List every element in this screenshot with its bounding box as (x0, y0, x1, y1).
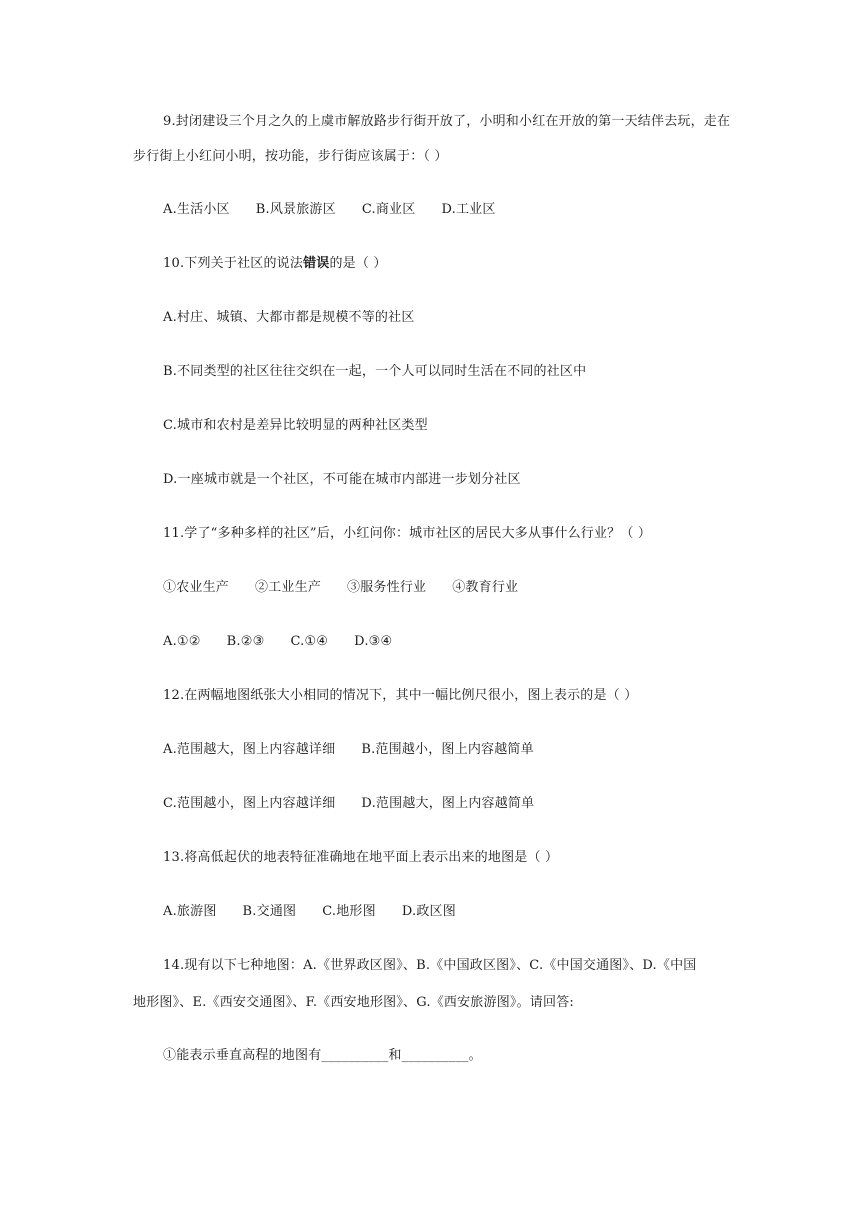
q14-stem-line2: 地形图》、E.《西安交通图》、F.《西安地形图》、G.《西安旅游图》。请回答: (133, 995, 574, 1010)
q11-option-c: C.①④ (290, 634, 329, 649)
q12-options-row2 (163, 795, 534, 813)
q9-option-d: D.工业区 (441, 202, 496, 217)
q12-stem: 12.在两幅地图纸张大小相同的情况下，其中一幅比例尺很小，图上表示的是（ ） (163, 688, 638, 703)
q10-option-b: B.不同类型的社区往往交织在一起，一个人可以同时生活在不同的社区中 (163, 364, 587, 379)
q12-option-c: C.范围越小，图上内容越详细 (163, 796, 336, 811)
q13-option-d: D.政区图 (401, 904, 456, 919)
q9-stem-line2: 步行街上小红问小明，按功能，步行街应该属于：（ ） (133, 149, 448, 164)
q11-option-b: B.②③ (226, 634, 265, 649)
q13-option-c: C.地形图 (322, 904, 376, 919)
q13-stem: 13.将高低起伏的地表特征准确地在地平面上表示出来的地图是（ ） (163, 850, 559, 865)
q11-item-4: ④教育行业 (452, 580, 519, 595)
q11-items (163, 579, 518, 597)
q9-option-b: B.风景旅游区 (255, 202, 336, 217)
q10-option-a: A.村庄、城镇、大都市都是规模不等的社区 (163, 310, 415, 325)
q12-option-a: A.范围越大，图上内容越详细 (163, 742, 336, 757)
q10-option-c: C.城市和农村是差异比较明显的两种社区类型 (163, 418, 428, 433)
q14-sub-question-1: ①能表示垂直高程的地图有__________和__________。 (163, 1048, 482, 1063)
q14-stem-line1: 14.现有以下七种地图：A.《世界政区图》、B.《中国政区图》、C.《中国交通图》、D.《中国 (163, 958, 697, 973)
q11-item-1: ①农业生产 (163, 580, 230, 595)
q10-option-d: D.一座城市就是一个社区，不可能在城市内部进一步划分社区 (163, 472, 521, 487)
q12-options-row1 (163, 741, 534, 759)
q9-option-a: A.生活小区 (163, 202, 230, 217)
q11-options (163, 633, 392, 651)
q9-stem-line1: 9.封闭建设三个月之久的上虞市解放路步行街开放了，小明和小红在开放的第一天结伴去玩，走在 (163, 114, 731, 129)
q11-item-3: ③服务性行业 (347, 580, 427, 595)
q10-stem-emphasis: 错误 (303, 256, 330, 271)
q12-option-b: B.范围越小，图上内容越简单 (361, 742, 534, 757)
q9-options (163, 201, 496, 219)
q11-option-a: A.①② (163, 634, 201, 649)
q13-option-a: A.旅游图 (163, 904, 217, 919)
q11-item-2: ②工业生产 (255, 580, 322, 595)
q10-stem-suffix: 的是（ ） (329, 256, 387, 271)
q13-options (163, 903, 456, 921)
q13-option-b: B.交通图 (242, 904, 297, 919)
q10-stem (163, 255, 387, 273)
q11-stem: 11.学了“多种多样的社区”后，小红问你：城市社区的居民大多从事什么行业？（ ） (163, 526, 652, 541)
q12-option-d: D.范围越大，图上内容越简单 (361, 796, 535, 811)
q11-option-d: D.③④ (354, 634, 393, 649)
q10-stem-prefix: 10.下列关于社区的说法 (163, 256, 304, 271)
q9-option-c: C.商业区 (361, 202, 416, 217)
